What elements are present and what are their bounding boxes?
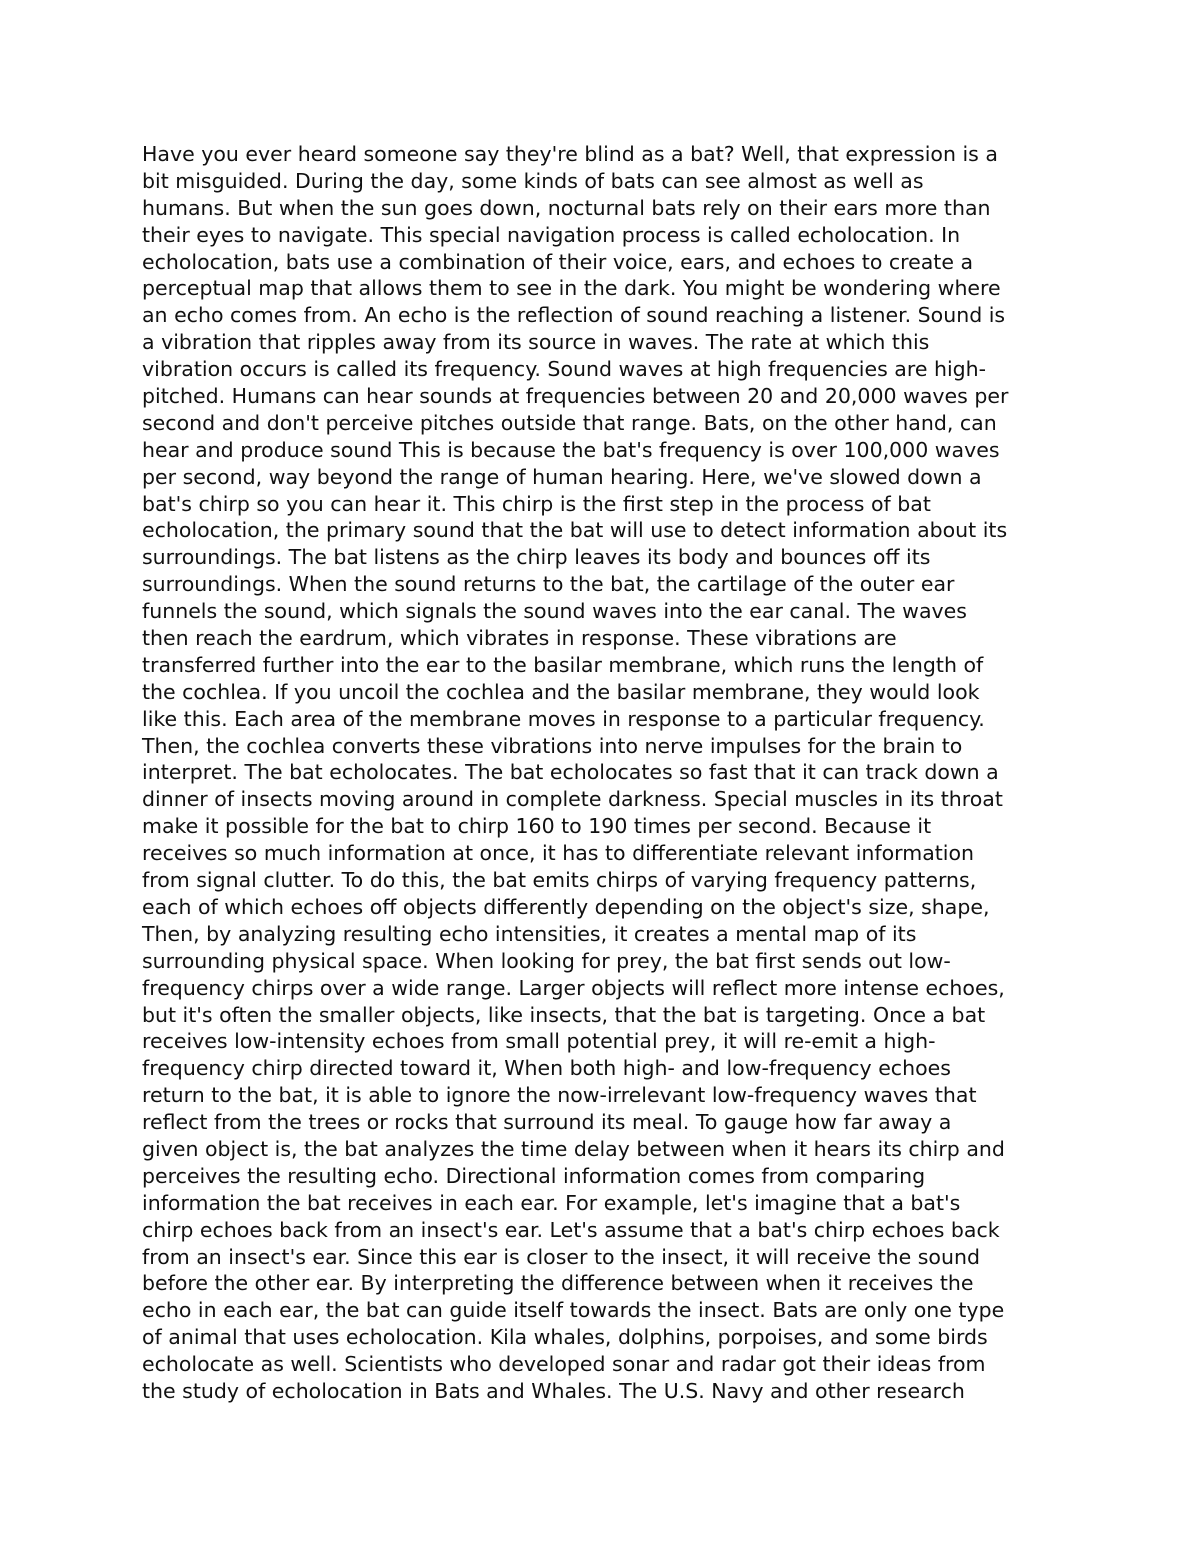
text-line: receives so much information at once, it has to differentiate relevant information	[142, 841, 975, 866]
text-line: second and don't perceive pitches outside that range. Bats, on the other hand, can	[142, 410, 997, 435]
text-line: each of which echoes off objects differently depending on the object's size, shape,	[142, 894, 990, 919]
text-line: given object is, the bat analyzes the time delay between when it hears its chirp and	[142, 1136, 1005, 1161]
text-line: vibration occurs is called its frequency. Sound waves at high frequencies are high-	[142, 357, 987, 382]
text-line: perceptual map that allows them to see in the dark. You might be wondering where	[142, 276, 1001, 301]
text-line: pitched. Humans can hear sounds at frequencies between 20 and 20,000 waves per	[142, 384, 1009, 409]
text-line: Have you ever heard someone say they're blind as a bat? Well, that expression is a	[142, 142, 998, 166]
text-line: the study of echolocation in Bats and Whales. The U.S. Navy and other research	[142, 1378, 965, 1403]
text-line: bit misguided. During the day, some kinds of bats can see almost as well as	[142, 168, 924, 193]
text-line: make it possible for the bat to chirp 160 to 190 times per second. Because it	[142, 814, 932, 839]
text-line: surrounding physical space. When looking for prey, the bat first sends out low-	[142, 948, 951, 973]
text-line: of animal that uses echolocation. Kila whales, dolphins, porpoises, and some birds	[142, 1325, 988, 1350]
text-line: the cochlea. If you uncoil the cochlea and the basilar membrane, they would look	[142, 679, 980, 704]
text-line: from an insect's ear. Since this ear is closer to the insect, it will receive the sound	[142, 1244, 980, 1269]
text-line: interpret. The bat echolocates. The bat echolocates so fast that it can track down a	[142, 760, 999, 785]
text-line: funnels the sound, which signals the sound waves into the ear canal. The waves	[142, 599, 967, 624]
text-line: before the other ear. By interpreting the difference between when it receives the	[142, 1271, 974, 1296]
text-line: return to the bat, it is able to ignore the now-irrelevant low-frequency waves that	[142, 1083, 977, 1108]
text-line: bat's chirp so you can hear it. This chirp is the first step in the process of bat	[142, 491, 931, 516]
text-line: their eyes to navigate. This special navigation process is called echolocation. In	[142, 222, 961, 247]
text-line: perceives the resulting echo. Directional information comes from comparing	[142, 1163, 926, 1188]
text-line: echolocation, bats use a combination of their voice, ears, and echoes to create a	[142, 249, 974, 274]
text-line: echolocate as well. Scientists who developed sonar and radar got their ideas from	[142, 1352, 986, 1377]
text-line: Then, by analyzing resulting echo intensities, it creates a mental map of its	[142, 921, 917, 946]
text-line: an echo comes from. An echo is the reflection of sound reaching a listener. Sound is	[142, 303, 1006, 328]
text-line: then reach the eardrum, which vibrates in response. These vibrations are	[142, 626, 897, 651]
text-line: echo in each ear, the bat can guide itself towards the insect. Bats are only one type	[142, 1298, 1005, 1323]
body-text	[142, 141, 1072, 1405]
text-line: a vibration that ripples away from its source in waves. The rate at which this	[142, 330, 930, 355]
text-line: receives low-intensity echoes from small potential prey, it will re-emit a high-	[142, 1029, 936, 1054]
text-line: surroundings. The bat listens as the chirp leaves its body and bounces off its	[142, 545, 931, 570]
text-line: Then, the cochlea converts these vibrations into nerve impulses for the brain to	[142, 733, 963, 758]
text-line: echolocation, the primary sound that the bat will use to detect information about its	[142, 518, 1008, 543]
text-line: surroundings. When the sound returns to the bat, the cartilage of the outer ear	[142, 572, 955, 597]
text-line: dinner of insects moving around in complete darkness. Special muscles in its throat	[142, 787, 1003, 812]
text-line: per second, way beyond the range of human hearing. Here, we've slowed down a	[142, 464, 982, 489]
text-line: humans. But when the sun goes down, nocturnal bats rely on their ears more than	[142, 195, 991, 220]
text-line: transferred further into the ear to the basilar membrane, which runs the length of	[142, 652, 984, 677]
text-line: frequency chirp directed toward it, When both high- and low-frequency echoes	[142, 1056, 951, 1081]
text-line: like this. Each area of the membrane moves in response to a particular frequency.	[142, 706, 985, 731]
text-line: information the bat receives in each ear. For example, let's imagine that a bat's	[142, 1190, 961, 1215]
text-line: chirp echoes back from an insect's ear. Let's assume that a bat's chirp echoes back	[142, 1217, 1000, 1242]
text-line: frequency chirps over a wide range. Larger objects will reflect more intense echoes,	[142, 975, 1005, 1000]
text-line: reflect from the trees or rocks that surround its meal. To gauge how far away a	[142, 1110, 952, 1135]
text-line: but it's often the smaller objects, like insects, that the bat is targeting. Once a bat	[142, 1002, 986, 1027]
text-line: from signal clutter. To do this, the bat emits chirps of varying frequency patterns,	[142, 868, 977, 893]
text-line: hear and produce sound This is because the bat's frequency is over 100,000 waves	[142, 437, 1000, 462]
